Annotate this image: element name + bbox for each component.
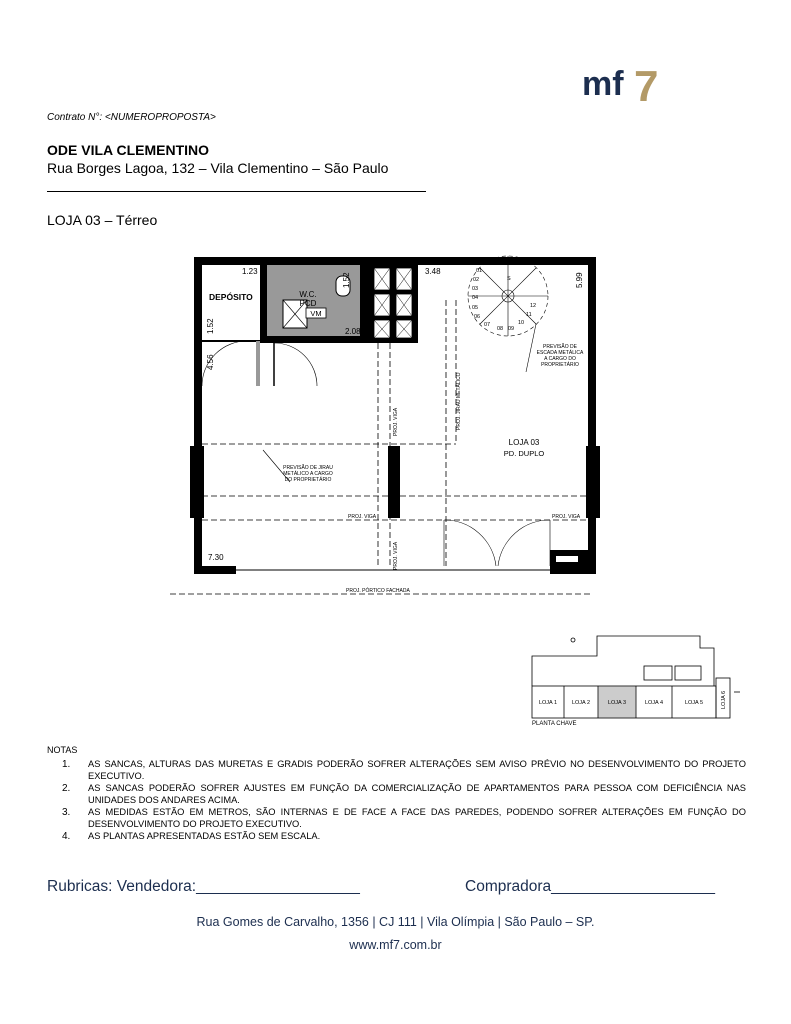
note-text: AS MEDIDAS ESTÃO EM METROS, SÃO INTERNAS E DE FACE A FACE DAS PAREDES, PODENDO SOFRER ALTERAÇÕES EM FUNÇÃO DO DESENVOLVIMENTO DO PROJETO EXECUTIVO. [88, 807, 746, 829]
stair-note: PREVISÃO DE [543, 344, 577, 350]
stair-note: A CARGO DO [544, 356, 576, 362]
stair-note: ESCADA METÁLICA [536, 350, 584, 356]
note-number: 3. [62, 807, 71, 818]
note-text: AS SANCAS PODERÃO SOFRER AJUSTES EM FUNÇÃO DA COMERCIALIZAÇÃO DE APARTAMENTOS PARA PESSOA COM DEFICIÊNCIA NAS UNIDADES DOS ANDARES ACIMA. [88, 783, 746, 805]
logo-text-mf: mf [582, 65, 624, 103]
dimension-label: 1.23 [242, 267, 258, 276]
note-item [62, 831, 746, 843]
key-store-label-highlight: LOJA 3 [607, 700, 627, 706]
room-label-ceiling: PD. DUPLO [503, 449, 545, 458]
stair-step: 11 [526, 312, 532, 318]
stair-step: 05 [472, 305, 479, 311]
dimension-label: 1.52 [342, 272, 351, 288]
stair-step: 10 [518, 320, 525, 326]
room-label-wc: W.C. [299, 290, 317, 299]
stair-step: 09 [508, 326, 515, 332]
stair-step: 07 [484, 322, 491, 328]
stair-step: 01 [476, 268, 483, 274]
stair-step: 08 [497, 326, 504, 332]
stair-step: 03 [472, 286, 479, 292]
stair-step: 06 [474, 314, 481, 320]
dimension-label: 5.99 [575, 272, 584, 288]
dimension-label: 3.48 [425, 267, 441, 276]
room-label-pcd: PCD [299, 299, 317, 308]
stair-step: 12 [530, 303, 537, 309]
key-store-label: LOJA 6 [721, 690, 727, 710]
project-address: Rua Borges Lagoa, 132 – Vila Clementino – São Paulo [47, 160, 389, 176]
floor-plan [150, 250, 610, 620]
project-title: ODE VILA CLEMENTINO [47, 142, 210, 158]
proj-portico-label: PROJ. PÓRTICO FACHADA [346, 588, 410, 594]
key-store-label: LOJA 4 [644, 700, 664, 706]
footer-address: Rua Gomes de Carvalho, 1356 | CJ 111 | Vila Olímpia | São Paulo – SP. [196, 915, 595, 929]
notes-heading: NOTAS [47, 745, 78, 755]
note-item [62, 783, 746, 806]
key-store-label: LOJA 1 [538, 700, 558, 706]
room-label-deposito: DEPÓSITO [209, 292, 253, 302]
divider [47, 191, 426, 192]
stair-note: PROPRIETÁRIO [541, 362, 579, 368]
note-number: 1. [62, 759, 71, 770]
key-plan-caption: PLANTA CHAVE [532, 721, 577, 727]
note-text: AS PLANTAS APRESENTADAS ESTÃO SEM ESCALA. [88, 831, 321, 841]
note-text: AS SANCAS, ALTURAS DAS MURETAS E GRADIS PODERÃO SOFRER ALTERAÇÕES SEM AVISO PRÉVIO NO DESENVOLVIMENTO DO PROJETO EXECUTIVO. [88, 759, 746, 781]
note-item [62, 759, 746, 782]
footer-website[interactable]: www.mf7.com.br [349, 938, 442, 952]
mf7-logo [582, 57, 672, 103]
mezzanine-note: DO PROPRIETÁRIO [284, 477, 332, 483]
seller-signature-line: Rubricas: Vendedora:___________________ [47, 878, 360, 895]
mezzanine-note: METÁLICO A CARGO [283, 471, 333, 477]
mezzanine-note: PREVISÃO DE JIRAU [283, 465, 333, 471]
stair-step: 04 [472, 295, 479, 301]
key-plan [522, 628, 744, 728]
dimension-label: 4.56 [206, 354, 215, 370]
note-item [62, 807, 746, 830]
notes-list [62, 759, 746, 844]
dimension-label: 2.08 [345, 327, 361, 336]
logo-text-7: 7 [634, 62, 659, 103]
wc-tag: VM [310, 309, 322, 318]
note-number: 4. [62, 831, 71, 842]
proj-viga-label: PROJ. VIGA [552, 514, 581, 520]
stair-step: S [507, 276, 511, 282]
proj-viga-label: PROJ. VIGA [348, 514, 377, 520]
dimension-label: 7.30 [208, 553, 224, 562]
buyer-signature-line: Compradora___________________ [465, 878, 715, 895]
note-number: 2. [62, 783, 71, 794]
room-label-loja: LOJA 03 [508, 438, 540, 447]
dimension-label: 1.52 [206, 318, 215, 334]
proj-jirau-label: PROJ. JIRAU METÁLICO [456, 372, 462, 430]
stair-step: 02 [473, 277, 480, 283]
contract-number: Contrato N°: <NUMEROPROPOSTA> [47, 112, 216, 123]
proj-viga-label: PROJ. VIGA [393, 541, 399, 570]
unit-title: LOJA 03 – Térreo [47, 212, 158, 228]
key-store-label: LOJA 5 [684, 700, 704, 706]
proj-viga-label: PROJ. VIGA [393, 407, 399, 436]
key-store-label: LOJA 2 [571, 700, 591, 706]
